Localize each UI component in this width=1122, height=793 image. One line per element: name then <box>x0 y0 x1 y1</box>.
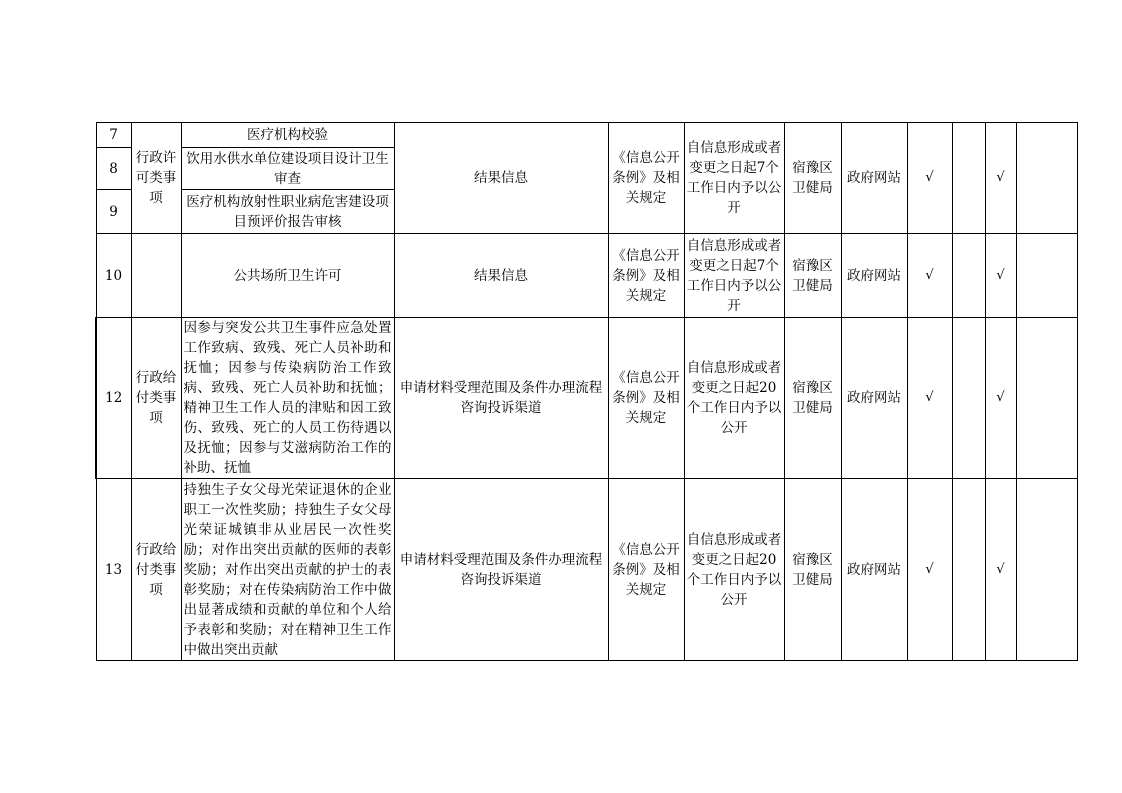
subject-cell: 宿豫区卫健局 <box>784 234 841 318</box>
table-row <box>96 479 1077 661</box>
time-cell: 自信息形成或者变更之日起20个工作日内予以公开 <box>684 479 784 661</box>
category-cell <box>131 234 181 318</box>
info-cell: 结果信息 <box>394 123 608 234</box>
time-cell: 自信息形成或者变更之日起7个工作日内予以公开 <box>684 234 784 318</box>
basis-cell: 《信息公开条例》及相关规定 <box>608 318 684 479</box>
channel-cell: 政府网站 <box>841 318 907 479</box>
subject-cell: 宿豫区卫健局 <box>784 318 841 479</box>
row-number: 8 <box>96 148 131 190</box>
info-cell: 结果信息 <box>394 234 608 318</box>
check-cell: √ <box>985 123 1016 234</box>
row-number: 10 <box>96 234 131 318</box>
category-cell: 行政给付类事项 <box>131 318 181 479</box>
check-cell: √ <box>907 234 952 318</box>
check-cell: √ <box>985 479 1016 661</box>
check-cell <box>1016 479 1077 661</box>
time-cell: 自信息形成或者变更之日起7个工作日内予以公开 <box>684 123 784 234</box>
channel-cell: 政府网站 <box>841 479 907 661</box>
basis-cell: 《信息公开条例》及相关规定 <box>608 123 684 234</box>
table-row <box>96 318 1077 479</box>
item-cell: 医疗机构放射性职业病危害建设项目预评价报告审核 <box>181 190 394 234</box>
row-number: 13 <box>96 479 131 661</box>
table-row <box>96 234 1077 318</box>
info-cell: 申请材料受理范围及条件办理流程咨询投诉渠道 <box>394 479 608 661</box>
check-cell: √ <box>985 234 1016 318</box>
item-cell: 持独生子女父母光荣证退休的企业职工一次性奖励；持独生子女父母光荣证城镇非从业居民一次性奖励；对作出突出贡献的医师的表彰奖励；对作出突出贡献的护士的表彰奖励；对在传染病防治工作中做出显著成绩和贡献的单位和个人给予表彰和奖励；对在精神卫生工作中做出突出贡献 <box>181 479 394 661</box>
check-cell <box>1016 234 1077 318</box>
check-cell: √ <box>907 123 952 234</box>
check-cell <box>952 318 985 479</box>
check-cell: √ <box>985 318 1016 479</box>
row-number: 9 <box>96 190 131 234</box>
check-cell <box>952 123 985 234</box>
item-cell: 公共场所卫生许可 <box>181 234 394 318</box>
basis-cell: 《信息公开条例》及相关规定 <box>608 234 684 318</box>
channel-cell: 政府网站 <box>841 123 907 234</box>
basis-cell: 《信息公开条例》及相关规定 <box>608 479 684 661</box>
info-cell: 申请材料受理范围及条件办理流程咨询投诉渠道 <box>394 318 608 479</box>
time-cell: 自信息形成或者变更之日起20个工作日内予以公开 <box>684 318 784 479</box>
row-number: 7 <box>96 123 131 148</box>
channel-cell: 政府网站 <box>841 234 907 318</box>
check-cell <box>952 234 985 318</box>
row-number: 12 <box>96 318 131 479</box>
check-cell <box>952 479 985 661</box>
disclosure-table <box>95 122 1078 661</box>
subject-cell: 宿豫区卫健局 <box>784 123 841 234</box>
category-cell: 行政给付类事项 <box>131 479 181 661</box>
check-cell <box>1016 318 1077 479</box>
check-cell: √ <box>907 479 952 661</box>
item-cell: 饮用水供水单位建设项目设计卫生审查 <box>181 148 394 190</box>
check-cell: √ <box>907 318 952 479</box>
item-cell: 医疗机构校验 <box>181 123 394 148</box>
category-cell: 行政许可类事项 <box>131 123 181 234</box>
item-cell: 因参与突发公共卫生事件应急处置工作致病、致残、死亡人员补助和抚恤；因参与传染病防治工作致病、致残、死亡人员补助和抚恤；精神卫生工作人员的津贴和因工致伤、致残、死亡的人员工伤待遇以及抚恤；因参与艾滋病防治工作的补助、抚恤 <box>181 318 394 479</box>
table-row <box>96 123 1077 148</box>
subject-cell: 宿豫区卫健局 <box>784 479 841 661</box>
check-cell <box>1016 123 1077 234</box>
